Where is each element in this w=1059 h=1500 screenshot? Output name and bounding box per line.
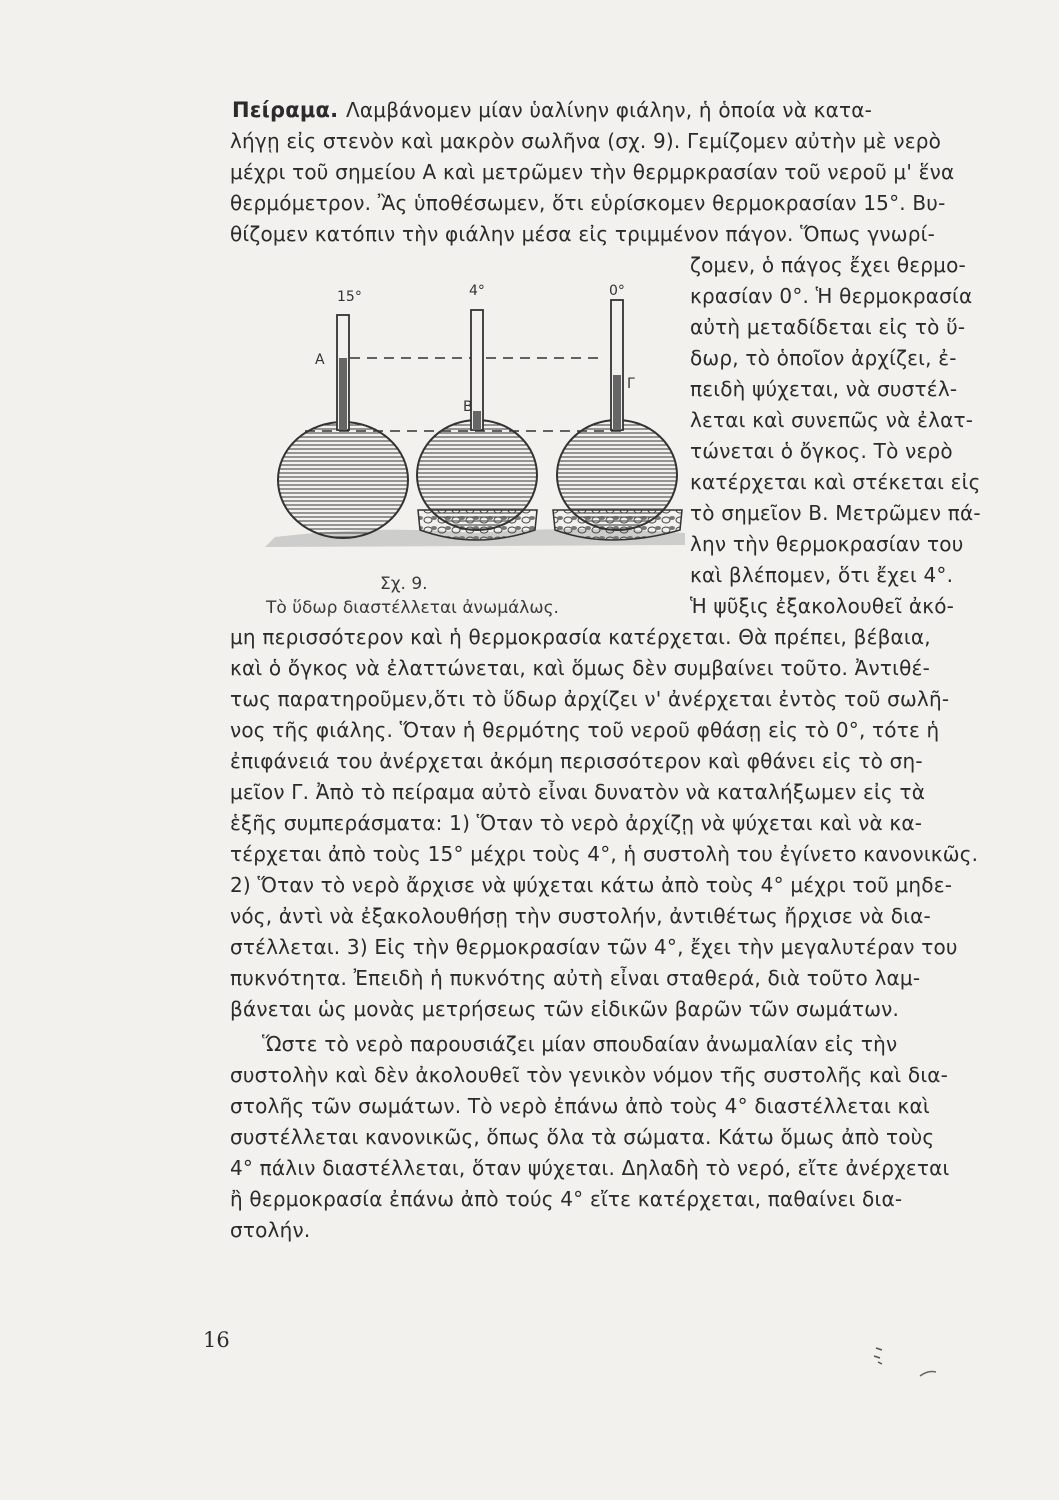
figure-flasks [255, 275, 695, 605]
text-line: Λαμβάνομεν μίαν ὑαλίνην φιάλην, ἡ ὁποία νὰ κατα- [346, 98, 873, 122]
text-line: θερμόμετρον. Ἂς ὑποθέσωμεν, ὅτι εὑρίσκομεν θερμοκρασίαν 15°. Βυ- [230, 191, 946, 215]
text-line: στέλλεται. 3) Εἰς τὴν θερμοκρασίαν τῶν 4°, ἔχει τὴν μεγαλυτέραν του [230, 935, 958, 959]
text-line: αὐτὴ μεταδίδεται εἰς τὸ ὕ- [690, 315, 966, 339]
text-line: νός, ἀντὶ νὰ ἐξακολουθήσῃ τὴν συστολήν, ἀντιθέτως ἤρχισε νὰ δια- [230, 904, 931, 928]
text-line: θίζομεν κατόπιν τὴν φιάλην μέσα εἰς τριμμένον πάγον. Ὅπως γνωρί- [230, 222, 936, 246]
text-line: συστέλλεται κανονικῶς, ὅπως ὅλα τὰ σώματα. Κάτω ὅμως ἀπὸ τοὺς [230, 1125, 935, 1149]
text-line: ζομεν, ὁ πάγος ἔχει θερμο- [690, 253, 966, 277]
text-line: πειδὴ ψύχεται, νὰ συστέλ- [690, 377, 958, 401]
text-line: μέχρι τοῦ σημείου Α καὶ μετρῶμεν τὴν θερμρκρασίαν τοῦ νεροῦ μ' ἕνα [230, 160, 955, 184]
point-label-b: B [463, 399, 473, 415]
text-line: λεται καὶ συνεπῶς νὰ ἐλατ- [690, 408, 974, 432]
flask-4-degrees [417, 310, 537, 540]
text-line: συστολὴν καὶ δὲν ἀκολουθεῖ τὸν γενικὸν νόμον τῆς συστολῆς καὶ δια- [230, 1063, 949, 1087]
text-line: τὸ σημεῖον Β. Μετρῶμεν πά- [690, 501, 981, 525]
page-number: 16 [203, 1328, 230, 1352]
text-line: Ὥστε τὸ νερὸ παρουσιάζει μίαν σπουδαίαν ἀνωμαλίαν εἰς τὴν [262, 1032, 898, 1056]
text-line: μη περισσότερον καὶ ἡ θερμοκρασία κατέρχεται. Θὰ πρέπει, βέβαια, [230, 625, 931, 649]
text-line: τως παρατηροῦμεν,ὅτι τὸ ὕδωρ ἀρχίζει ν' ἀνέρχεται ἐντὸς τοῦ σωλῆ- [230, 687, 950, 711]
text-line: καὶ βλέπομεν, ὅτι ἔχει 4°. [690, 563, 954, 587]
text-line: λήγῃ εἰς στενὸν καὶ μακρὸν σωλῆνα (σχ. 9). Γεμίζομεν αὐτὴν μὲ νερὸ [230, 129, 942, 153]
text-line: ἑξῆς συμπεράσματα: 1) Ὅταν τὸ νερὸ ἀρχίζῃ νὰ ψύχεται καὶ νὰ κα- [230, 811, 923, 835]
flasks-illustration [255, 275, 695, 605]
text-line: στολήν. [230, 1218, 311, 1242]
point-label-a: A [315, 352, 325, 368]
text-line: ἐπιφάνειά του ἀνέρχεται ἀκόμη περισσότερον καὶ φθάνει εἰς τὸ ση- [230, 749, 923, 773]
text-line: νος τῆς φιάλης. Ὅταν ἡ θερμότης τοῦ νεροῦ φθάσῃ εἰς τὸ 0°, τότε ἡ [230, 718, 940, 742]
text-line: καὶ ὁ ὄγκος νὰ ἐλαττώνεται, καὶ ὅμως δὲν συμβαίνει τοῦτο. Ἀντιθέ- [230, 656, 930, 680]
text-line: 2) Ὅταν τὸ νερὸ ἄρχισε νὰ ψύχεται κάτω ἀπὸ τοὺς 4° μέχρι τοῦ μηδε- [230, 873, 953, 897]
paragraph-heading: Πείραμα. [232, 98, 339, 122]
text-line: τέρχεται ἀπὸ τοὺς 15° μέχρι τοὺς 4°, ἡ συστολὴ του ἐγίνετο κανονικῶς. [230, 842, 979, 866]
temp-label-4: 4° [469, 283, 485, 299]
point-label-gamma: Γ [627, 376, 635, 392]
figure-caption-title: Σχ. 9. [380, 574, 428, 594]
text-line: κατέρχεται καὶ στέκεται εἰς [690, 470, 981, 494]
figure-caption-text: Τὸ ὕδωρ διαστέλλεται ἀνωμάλως. [266, 598, 559, 618]
text-line: βάνεται ὡς μονὰς μετρήσεως τῶν εἰδικῶν βαρῶν τῶν σωμάτων. [230, 997, 900, 1021]
text-line: 4° πάλιν διαστέλλεται, ὅταν ψύχεται. Δηλαδὴ τὸ νερό, εἴτε ἀνέρχεται [230, 1156, 950, 1180]
text-line: μεῖον Γ. Ἀπὸ τὸ πείραμα αὐτὸ εἶναι δυνατὸν νὰ καταλήξωμεν εἰς τὰ [230, 780, 926, 804]
text-line: λην τὴν θερμοκρασίαν του [690, 532, 964, 556]
text-line: πυκνότητα. Ἐπειδὴ ἡ πυκνότης αὐτὴ εἶναι σταθερά, διὰ τοῦτο λαμ- [230, 966, 921, 990]
text-line: στολῆς τῶν σωμάτων. Τὸ νερὸ ἐπάνω ἀπὸ τοὺς 4° διαστέλλεται καὶ [230, 1094, 930, 1118]
text-line: ἢ θερμοκρασία ἐπάνω ἀπὸ τούς 4° εἴτε κατέρχεται, παθαίνει δια- [230, 1187, 903, 1211]
text-line: δωρ, τὸ ὁποῖον ἀρχίζει, ἐ- [690, 346, 957, 370]
ink-smudge-mark [870, 1340, 950, 1390]
flask-15-degrees [278, 315, 408, 538]
flask-0-degrees [553, 300, 682, 540]
temp-label-15: 15° [337, 289, 362, 305]
text-line: τώνεται ὁ ὄγκος. Τὸ νερὸ [690, 439, 953, 463]
text-line: κρασίαν 0°. Ἡ θερμοκρασία [690, 284, 973, 308]
temp-label-0: 0° [609, 283, 625, 299]
text-line: Ἡ ψῦξις ἐξακολουθεῖ ἀκό- [690, 594, 955, 618]
